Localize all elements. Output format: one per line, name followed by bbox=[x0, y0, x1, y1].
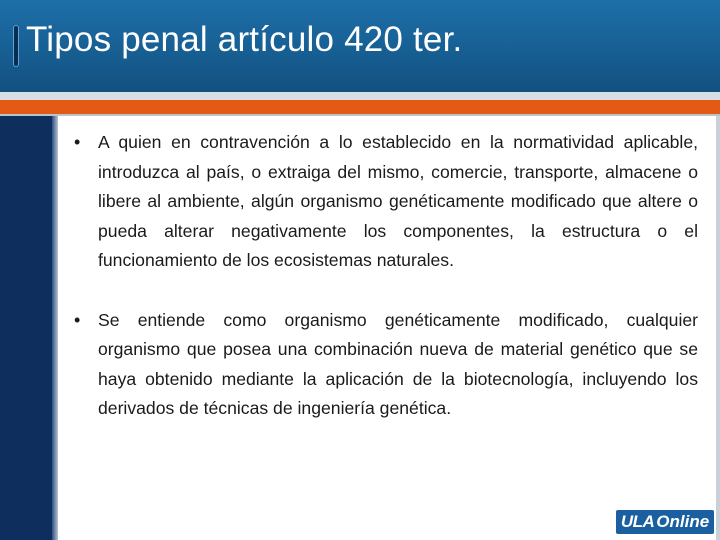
bullet-list bbox=[68, 128, 698, 424]
bullet-dot-icon: • bbox=[74, 132, 81, 152]
logo-ula-text: ULA bbox=[620, 512, 655, 531]
slide-content bbox=[68, 128, 698, 454]
bullet-dot-icon: • bbox=[74, 309, 81, 330]
bullet-item-1 bbox=[68, 128, 698, 276]
header-divider-orange bbox=[0, 100, 720, 114]
left-sidebar-edge bbox=[52, 116, 58, 540]
ula-online-logo bbox=[616, 510, 714, 534]
slide-header bbox=[0, 0, 720, 92]
right-border bbox=[716, 116, 720, 540]
title-accent-bar bbox=[14, 26, 18, 66]
header-divider-light bbox=[0, 92, 720, 100]
bullet-text-1: A quien en contravención a lo establecido en la normatividad aplicable, introduzca al país, o extraiga del mismo, comercie, transporte, almacene o libere al ambiente, algún organismo genéticamente modificado que altere o pueda alterar negativamente los componentes, la estructura o el funcionamiento de los ecosistemas naturales. bbox=[98, 132, 698, 270]
bullet-text-2: Se entiende como organismo genéticamente modificado, cualquier organismo que posea una combinación nueva de material genético que se haya obtenido mediante la aplicación de la biotecnología, incluyendo los derivados de técnicas de ingeniería genética. bbox=[98, 309, 698, 418]
bullet-item-2 bbox=[68, 306, 698, 424]
logo-online-text: Online bbox=[656, 512, 710, 531]
slide-title: Tipos penal artículo 420 ter. bbox=[26, 20, 463, 59]
left-sidebar-band bbox=[0, 116, 52, 540]
header-divider-line bbox=[0, 114, 720, 116]
